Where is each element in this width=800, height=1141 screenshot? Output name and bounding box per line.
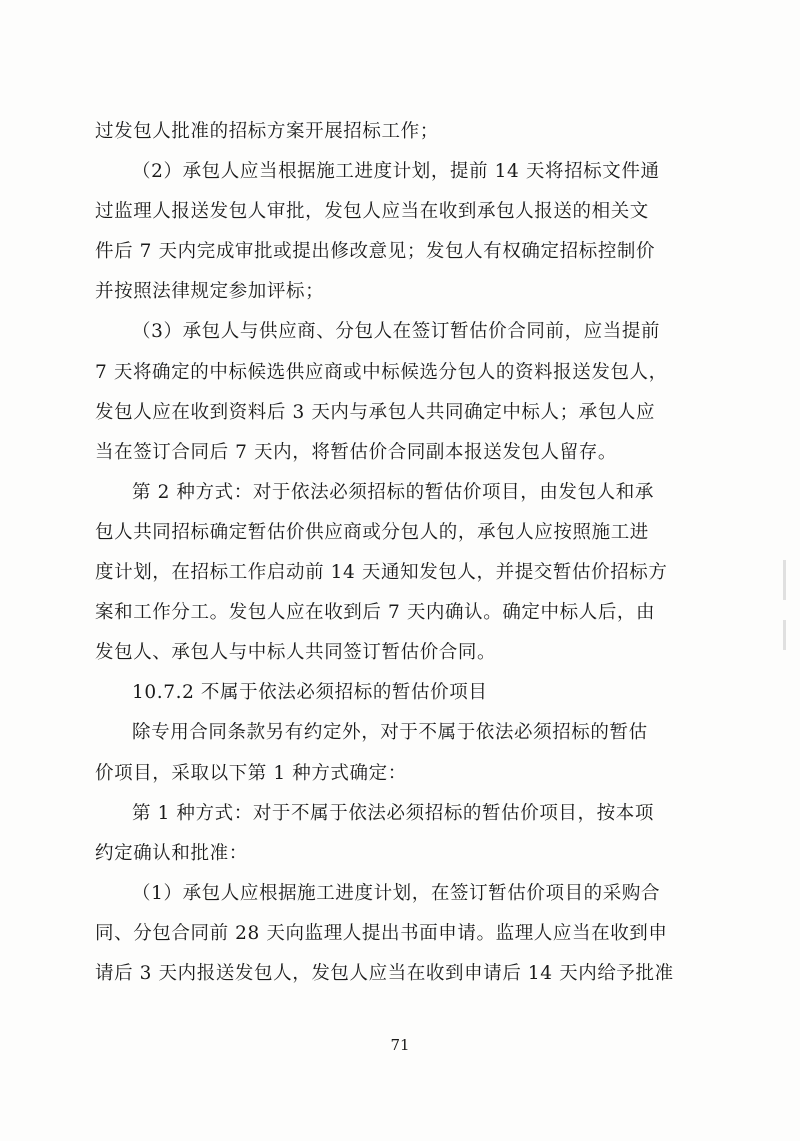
text-line: 10.7.2 不属于依法必须招标的暂估价项目 <box>132 682 488 704</box>
text-line: 案和工作分工。发包人应在收到后 7 天内确认。确定中标人后，由 <box>95 602 656 624</box>
text-line: 价项目，采取以下第 1 种方式确定： <box>95 762 407 784</box>
text-line: 同、分包合同前 28 天向监理人提出书面申请。监理人应当在收到申 <box>95 922 668 944</box>
text-line: 并按照法律规定参加评标； <box>95 281 325 303</box>
text-line: 当在签订合同后 7 天内，将暂估价合同副本报送发包人留存。 <box>95 441 617 463</box>
text-line: 请后 3 天内报送发包人，发包人应当在收到申请后 14 天内给予批准 <box>95 962 674 984</box>
body-text <box>95 112 695 994</box>
text-line: 7 天将确定的中标候选供应商或中标候选分包人的资料报送发包人， <box>95 361 668 383</box>
text-line: 包人共同招标确定暂估价供应商或分包人的，承包人应按照施工进 <box>95 521 649 543</box>
text-line: 第 1 种方式：对于不属于依法必须招标的暂估价项目，按本项 <box>132 802 654 824</box>
text-line: 过发包人批准的招标方案开展招标工作； <box>95 121 439 142</box>
text-line: 发包人应在收到资料后 3 天内与承包人共同确定中标人；承包人应 <box>95 401 656 423</box>
text-line: 约定确认和批准： <box>95 842 248 864</box>
text-line: （3）承包人与供应商、分包人在签订暂估价合同前，应当提前 <box>132 321 661 343</box>
text-line: 除专用合同条款另有约定外，对于不属于依法必须招标的暂估 <box>132 722 648 744</box>
scan-artifact <box>783 560 786 600</box>
text-line: 过监理人报送发包人审批，发包人应当在收到承包人报送的相关文 <box>95 201 649 223</box>
text-line: 发包人、承包人与中标人共同签订暂估价合同。 <box>95 642 497 664</box>
text-line: 度计划，在招标工作启动前 14 天通知发包人，并提交暂估价招标方 <box>95 562 668 584</box>
page-number: 71 <box>390 1036 410 1054</box>
text-line: （2）承包人应当根据施工进度计划，提前 14 天将招标文件通 <box>132 161 660 183</box>
text-line: 件后 7 天内完成审批或提出修改意见；发包人有权确定招标控制价 <box>95 241 656 263</box>
text-line: （1）承包人应根据施工进度计划，在签订暂估价项目的采购合 <box>132 882 661 904</box>
text-line: 第 2 种方式：对于依法必须招标的暂估价项目，由发包人和承 <box>132 481 654 503</box>
scan-artifact <box>783 620 786 650</box>
